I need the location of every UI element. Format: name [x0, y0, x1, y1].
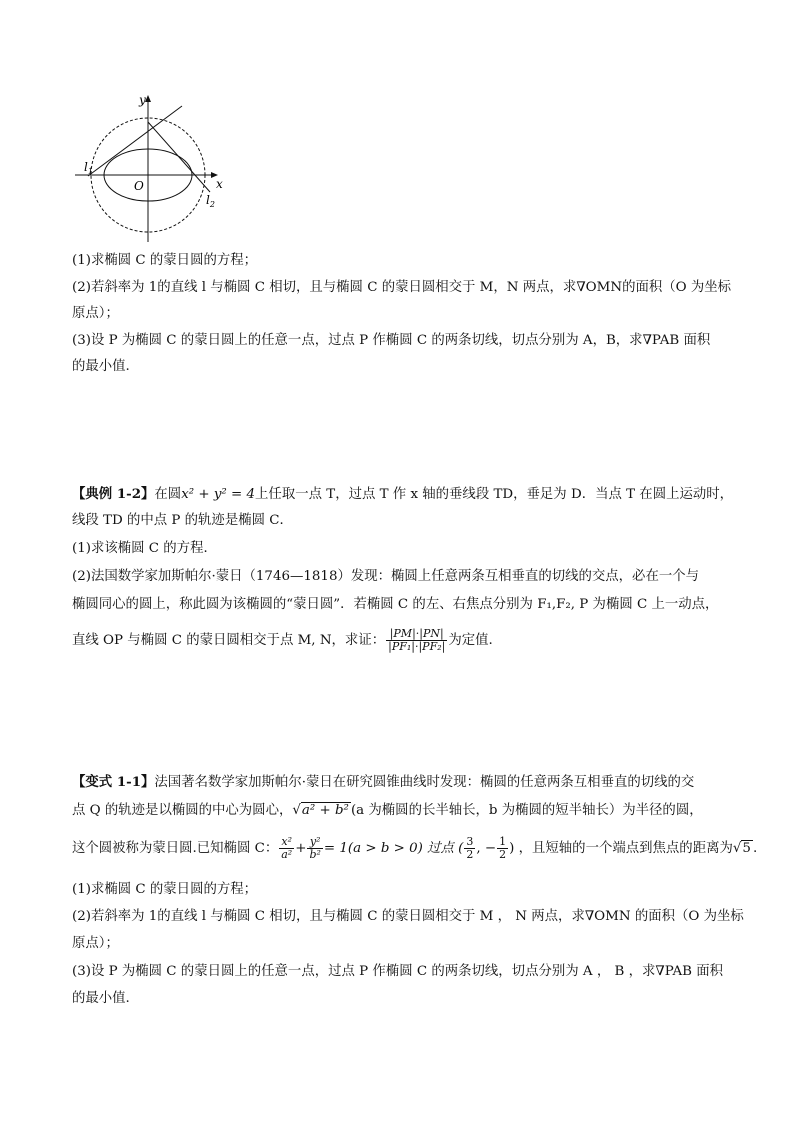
radius-sqrt: a² + b² — [301, 803, 349, 818]
problem1-q1: (1)求椭圆 C 的蒙日圆的方程； — [72, 253, 258, 268]
variant11-q3-line2: 的最小值. — [72, 991, 130, 1006]
variant11-q2-line1: (2)若斜率为 1的直线 l 与椭圆 C 相切，且与椭圆 C 的蒙日圆相交于 M ， N 两点，求∇OMN 的面积（O 为坐标 — [72, 909, 744, 924]
fraction-x2-a2: $\frac{\text{x²}}{\text{a²}}$ — [281, 835, 293, 861]
line-label-l2: $l_2$ — [206, 193, 215, 209]
example12-line1: 【典例 1-2】在圆x² + y² = 4上任取一点 T，过点 T 作 x 轴的垂线段 TD，垂足为 D．当点 T 在圆上运动时， — [72, 486, 734, 502]
axis-label-x: x — [216, 177, 223, 191]
example12-q2-line1: (2)法国数学家加斯帕尔·蒙日（1746—1818）发现：椭圆上任意两条互相垂直的切线的交点，必在一个与 — [72, 569, 700, 584]
fraction-3-2: $\frac{3}{2}$ — [466, 835, 474, 861]
example12-line2: 线段 TD 的中点 P 的轨迹是椭圆 C． — [72, 513, 293, 528]
axis-label-y: y — [139, 93, 146, 107]
tangent-line-l2 — [148, 122, 210, 192]
problem1-q2-line1: (2)若斜率为 1的直线 l 与椭圆 C 相切，且与椭圆 C 的蒙日圆相交于 M，N 两点，求∇OMN的面积（O 为坐标 — [72, 280, 732, 295]
example12-label: 【典例 1-2】 — [72, 486, 155, 502]
distance-sqrt: 5 — [742, 841, 751, 856]
fraction-1-2: $\frac{1}{2}$ — [499, 835, 507, 861]
fraction-y2-b2: $\frac{\text{y²}}{\text{b²}}$ — [309, 835, 321, 861]
origin-label: O — [134, 179, 144, 193]
y-axis-arrow — [145, 95, 151, 102]
problem1-q2-line2: 原点）； — [72, 306, 119, 321]
problem1-q3-line1: (3)设 P 为椭圆 C 的蒙日圆上的任意一点，过点 P 作椭圆 C 的两条切线，切点分别为 A，B，求∇PAB 面积 — [72, 333, 711, 348]
ratio-fraction: $\frac{|PM|\cdot|PN|}{\text{|PF₁|·|PF₂|}}$ — [388, 627, 446, 653]
variant11-q3-line1: (3)设 P 为椭圆 C 的蒙日圆上的任意一点，过点 P 作椭圆 C 的两条切线，切点分别为 A ， B ，求∇PAB 面积 — [72, 964, 724, 979]
variant11-line1: 【变式 1-1】法国著名数学家加斯帕尔·蒙日在研究圆锥曲线时发现：椭圆的任意两条互相垂直的切线的交 — [72, 774, 695, 790]
variant11-line2: 点 Q 的轨迹是以椭圆的中心为圆心，√a² + b² (a 为椭圆的长半轴长，b 为椭圆的短半轴长）为半径的圆， — [72, 803, 703, 818]
example12-q2-line3: 直线 OP 与椭圆 C 的蒙日圆相交于点 M, N，求证： $\frac{|PM|\cdot|PN|}{\text{|PF₁|·|PF₂|}}$ 为定值. — [72, 627, 493, 653]
example12-q2-line2: 椭圆同心的圆上，称此圆为该椭圆的“蒙日圆”．若椭圆 C 的左、右焦点分别为 F₁,F₂, P 为椭圆 C 上一动点， — [72, 597, 719, 612]
variant11-label: 【变式 1-1】 — [72, 774, 155, 790]
problem1-q3-line2: 的最小值. — [72, 359, 130, 374]
line-label-l1: $l_1$ — [84, 160, 93, 176]
variant11-q2-line2: 原点）； — [72, 936, 119, 951]
variant11-q1: (1)求椭圆 C 的蒙日圆的方程； — [72, 882, 258, 897]
variant11-line3: 这个圆被称为蒙日圆.已知椭圆 C： $\frac{\text{x²}}{\text{a²}}$ + $\frac{\text{y²}}{\text{b²}}$ = 1(a > b > 0) 过点 ( $\frac{3}{2}$ , − $\frac{1}{2}$ ) ，且短轴的一个端点到焦点的距离为√5 . — [72, 835, 758, 861]
ellipse-figure — [70, 92, 240, 252]
example12-q1: (1)求该椭圆 C 的方程． — [72, 541, 217, 556]
